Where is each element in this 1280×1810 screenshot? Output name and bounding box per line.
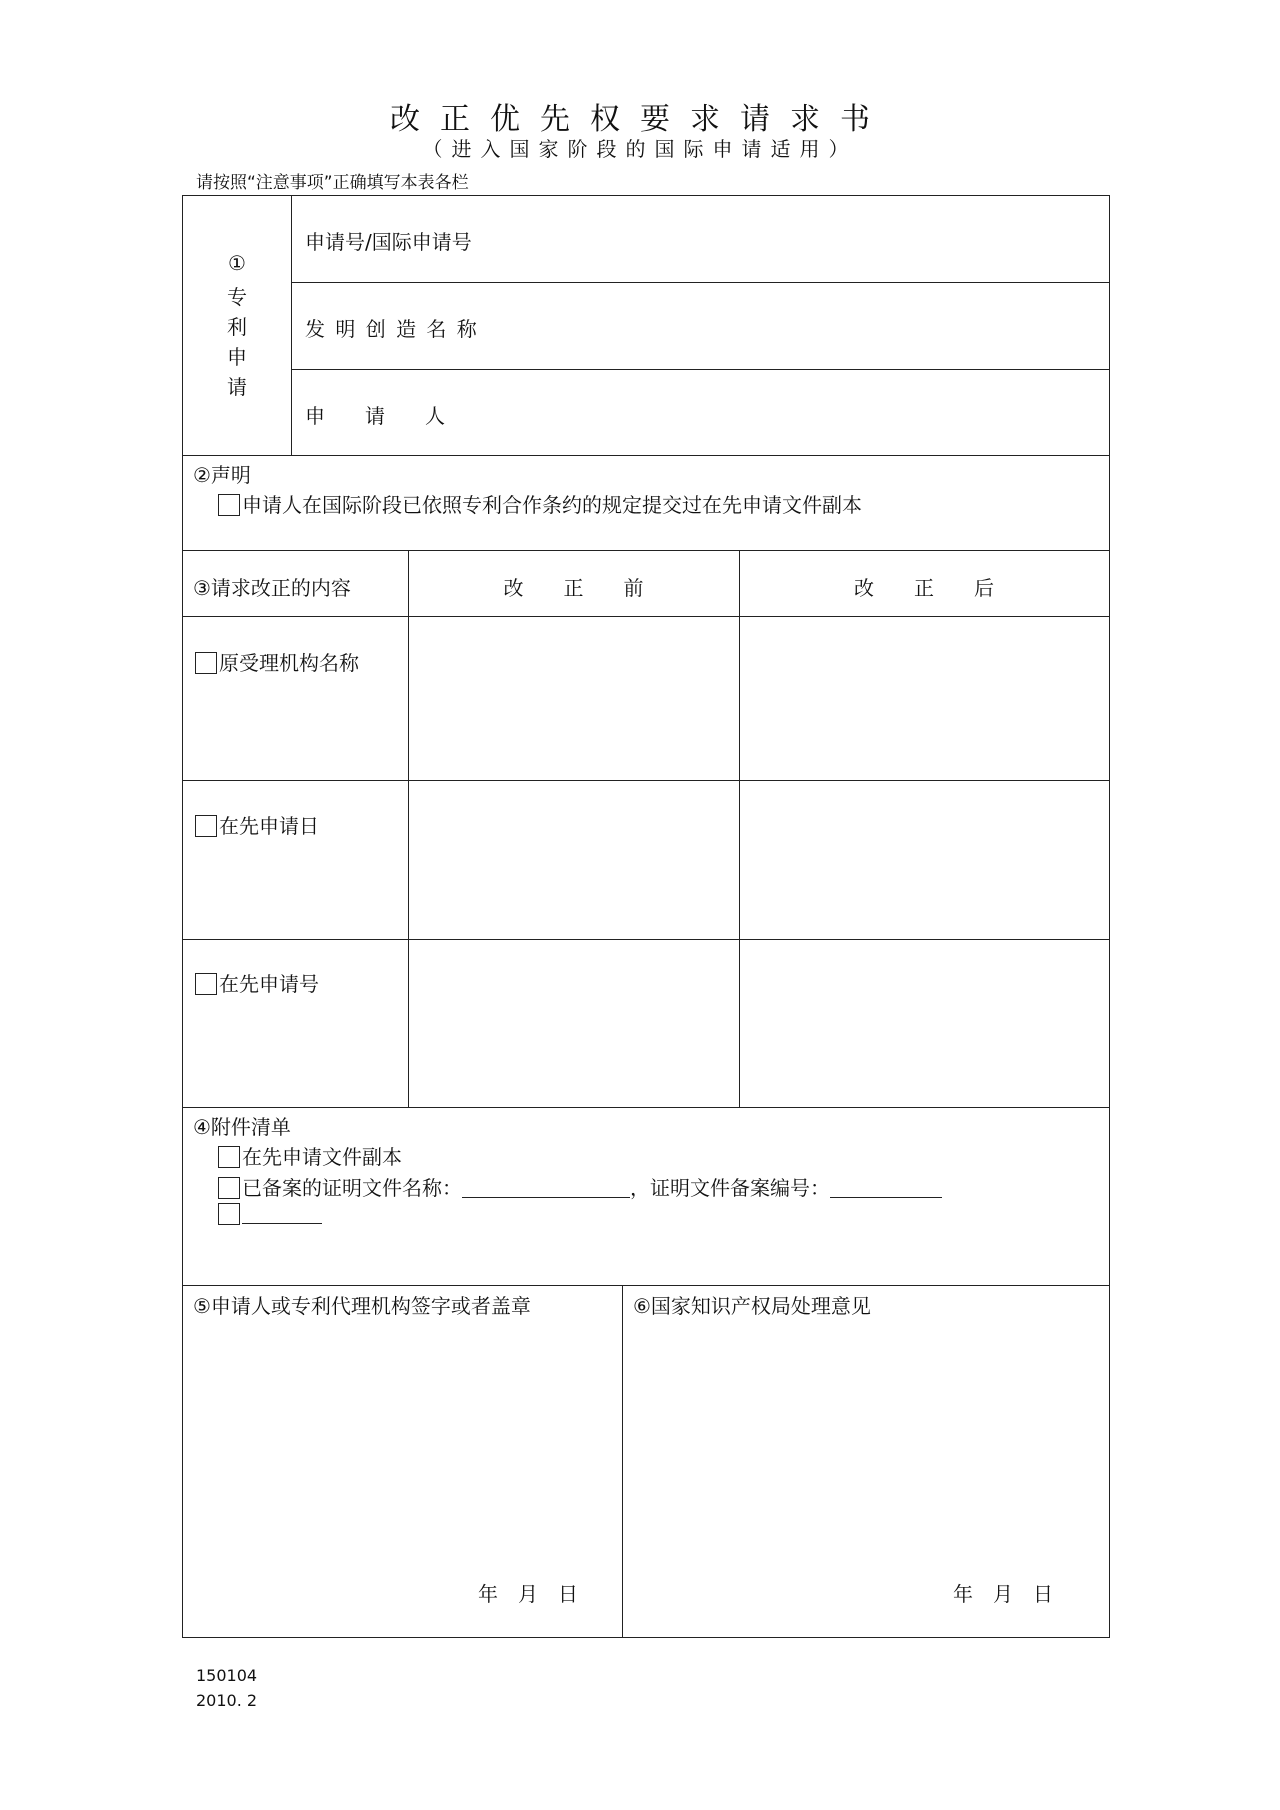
after-correction-header: 改 正 后 (854, 576, 994, 600)
attachment-item (218, 1141, 402, 1170)
office-before-field[interactable] (410, 618, 738, 778)
signature-area[interactable] (186, 1320, 618, 1560)
office-after-field[interactable] (741, 618, 1107, 778)
section1-label-char: 专 (227, 285, 247, 309)
section6-date: 年 月 日 (953, 1582, 1053, 1606)
application-number-label: 申请号/国际申请号 (305, 230, 472, 254)
declaration-item (218, 489, 862, 518)
section5-date: 年 月 日 (478, 1582, 578, 1606)
declaration-checkbox[interactable] (218, 494, 240, 516)
section4-title: ④附件清单 (193, 1115, 291, 1139)
correction-row-number (195, 968, 319, 997)
divider (182, 1107, 1110, 1108)
form-title: 改正优先权要求请求书 (390, 102, 890, 137)
form-code: 150104 (196, 1666, 258, 1685)
divider (182, 1285, 1110, 1286)
section6-title: ⑥国家知识产权局处理意见 (633, 1294, 871, 1318)
attachment-checkbox[interactable] (218, 1177, 240, 1199)
section1-label-char: 申 (227, 345, 247, 369)
number-after-field[interactable] (741, 941, 1107, 1105)
invention-title-label: 发 明 创 造 名 称 (305, 317, 479, 341)
document-name-field[interactable] (462, 1177, 630, 1198)
divider (182, 780, 1110, 781)
date-before-field[interactable] (410, 782, 738, 937)
table-border-top (182, 195, 1110, 196)
attachment-suffix-label: ，证明文件备案编号： (630, 1176, 830, 1200)
section5-title: ⑤申请人或专利代理机构签字或者盖章 (193, 1294, 531, 1318)
attachment-checkbox[interactable] (218, 1146, 240, 1168)
section1-label-char: 请 (227, 375, 247, 399)
office-checkbox[interactable] (195, 652, 217, 674)
section3-title: ③请求改正的内容 (193, 576, 351, 600)
table-border-bottom (182, 1637, 1110, 1638)
divider (182, 616, 1110, 617)
section1-number: ① (228, 251, 246, 275)
attachment-item (218, 1202, 322, 1226)
date-after-field[interactable] (741, 782, 1107, 937)
form-version: 2010. 2 (196, 1691, 258, 1710)
section1-label-char: 利 (227, 315, 247, 339)
correction-row-date (195, 810, 319, 839)
section2-title: ②声明 (193, 463, 251, 487)
filing-number-field[interactable] (830, 1177, 942, 1198)
priority-date-label: 在先申请日 (219, 814, 319, 838)
office-label: 原受理机构名称 (219, 651, 359, 675)
divider (182, 550, 1110, 551)
number-before-field[interactable] (410, 941, 738, 1105)
applicant-label: 申 请 人 (305, 404, 445, 428)
correction-row-office (195, 647, 359, 676)
divider (408, 550, 409, 1107)
table-border-left (182, 195, 183, 1638)
divider (739, 550, 740, 1107)
attachment-item (218, 1172, 942, 1201)
applicant-field[interactable] (520, 382, 1100, 448)
other-attachment-field[interactable] (242, 1203, 322, 1224)
attachment-label: 已备案的证明文件名称： (242, 1176, 462, 1200)
priority-date-checkbox[interactable] (195, 815, 217, 837)
invention-title-field[interactable] (520, 296, 1100, 362)
before-correction-header: 改 正 前 (503, 576, 644, 600)
attachment-label: 在先申请文件副本 (242, 1145, 402, 1169)
divider (291, 195, 292, 455)
priority-number-checkbox[interactable] (195, 973, 217, 995)
divider (291, 282, 1110, 283)
table-border-right (1109, 195, 1110, 1638)
divider (182, 939, 1110, 940)
divider (291, 369, 1110, 370)
divider (182, 455, 1110, 456)
divider (622, 1285, 623, 1637)
declaration-label: 申请人在国际阶段已依照专利合作条约的规定提交过在先申请文件副本 (242, 493, 862, 517)
priority-number-label: 在先申请号 (219, 972, 319, 996)
form-subtitle: （进入国家阶段的国际申请适用） (422, 137, 858, 161)
fill-instruction: 请按照“注意事项”正确填写本表各栏 (196, 173, 469, 193)
attachment-checkbox[interactable] (218, 1203, 240, 1225)
application-number-field[interactable] (520, 210, 1100, 276)
